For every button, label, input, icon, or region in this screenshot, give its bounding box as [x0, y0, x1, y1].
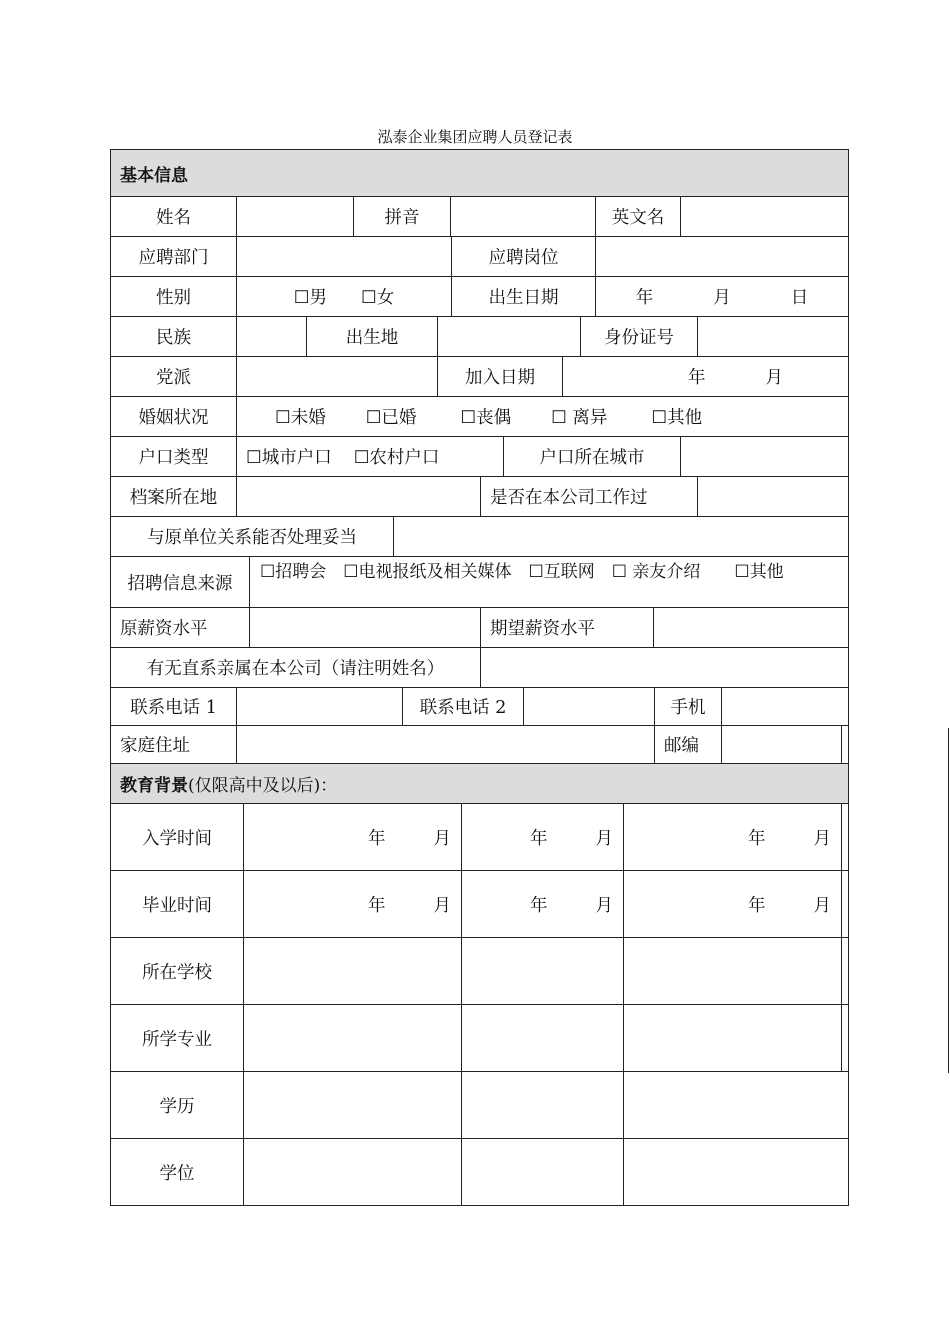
gender-male-checkbox[interactable]: ☐男 — [293, 288, 327, 308]
edu-degree-label: 学位 — [111, 1139, 244, 1205]
edu-enroll-date-3[interactable] — [624, 804, 842, 870]
address-field[interactable] — [237, 726, 655, 763]
archive-label: 档案所在地 — [111, 477, 237, 516]
hukou-urban-checkbox[interactable]: ☐城市户口 — [246, 448, 332, 468]
row-gender — [110, 277, 849, 317]
marital-label: 婚姻状况 — [111, 397, 237, 436]
edu-row-school — [110, 938, 849, 1005]
birthplace-field[interactable] — [438, 317, 581, 356]
english-name-field[interactable] — [681, 197, 848, 236]
year-text: 年 — [368, 828, 386, 849]
expected-salary-field[interactable] — [654, 608, 848, 647]
year-text: 年 — [748, 828, 766, 849]
archive-field[interactable] — [237, 477, 481, 516]
row-party — [110, 357, 849, 397]
worked-before-label: 是否在本公司工作过 — [481, 477, 698, 516]
row-salary — [110, 608, 849, 648]
marital-widowed-checkbox[interactable]: ☐丧偶 — [460, 408, 512, 428]
expected-salary-label: 期望薪资水平 — [481, 608, 654, 647]
prior-relation-field[interactable] — [394, 517, 848, 556]
edu-row-degree-level — [110, 1072, 849, 1139]
edu-row-major — [110, 1005, 849, 1072]
month-text: 月 — [595, 828, 613, 849]
postcode-field[interactable] — [722, 726, 842, 763]
phone1-label: 联系电话 1 — [111, 688, 237, 725]
edu-graduate-label: 毕业时间 — [111, 871, 244, 937]
section-basic-info-title: 基本信息 — [120, 165, 188, 186]
edu-row-graduate — [110, 871, 849, 938]
year-text: 年 — [368, 895, 386, 916]
hukou-options — [237, 437, 504, 476]
month-text: 月 — [813, 828, 831, 849]
hukou-rural-checkbox[interactable]: ☐农村户口 — [353, 448, 440, 468]
join-date-field[interactable] — [563, 357, 848, 396]
birth-month-text: 月 — [713, 288, 731, 308]
phone1-field[interactable] — [237, 688, 403, 725]
edu-school-label: 所在学校 — [111, 938, 244, 1004]
mobile-label: 手机 — [655, 688, 722, 725]
edu-degree-level-label: 学历 — [111, 1072, 244, 1138]
postcode-label: 邮编 — [655, 726, 722, 763]
apply-post-label: 应聘岗位 — [452, 237, 596, 276]
ethnicity-label: 民族 — [111, 317, 237, 356]
marital-married-checkbox[interactable]: ☐已婚 — [365, 408, 417, 428]
edu-degree-level-field-3[interactable] — [624, 1072, 848, 1138]
row-source — [110, 557, 849, 608]
year-text: 年 — [748, 895, 766, 916]
join-year-text: 年 — [688, 368, 706, 388]
marital-divorced-checkbox[interactable]: ☐ 离异 — [551, 408, 608, 428]
relatives-field[interactable] — [481, 648, 848, 687]
row-ethnicity — [110, 317, 849, 357]
hukou-label: 户口类型 — [111, 437, 237, 476]
old-salary-field[interactable] — [250, 608, 481, 647]
ethnicity-field[interactable] — [237, 317, 307, 356]
row-marital — [110, 397, 849, 437]
row-relatives — [110, 648, 849, 688]
edu-degree-level-field-1[interactable] — [244, 1072, 462, 1138]
row-name — [110, 197, 849, 237]
month-text: 月 — [433, 828, 451, 849]
party-label: 党派 — [111, 357, 237, 396]
marital-other-checkbox[interactable]: ☐其他 — [651, 408, 703, 428]
month-text: 月 — [813, 895, 831, 916]
row-archive — [110, 477, 849, 517]
name-label: 姓名 — [111, 197, 237, 236]
apply-dept-label: 应聘部门 — [111, 237, 237, 276]
gender-options — [237, 277, 452, 316]
edu-graduate-date-2[interactable] — [462, 871, 624, 937]
gender-label: 性别 — [111, 277, 237, 316]
id-field[interactable] — [698, 317, 848, 356]
edu-degree-level-field-2[interactable] — [462, 1072, 624, 1138]
birth-date-field[interactable] — [596, 277, 848, 316]
pinyin-field[interactable] — [451, 197, 596, 236]
relatives-label: 有无直系亲属在本公司（请注明姓名） — [111, 648, 481, 687]
birth-day-text: 日 — [790, 288, 809, 308]
edu-degree-field-3[interactable] — [624, 1139, 848, 1205]
hukou-city-field[interactable] — [681, 437, 848, 476]
month-text: 月 — [595, 895, 613, 916]
source-label: 招聘信息来源 — [111, 557, 250, 607]
edu-school-field-1[interactable] — [244, 938, 462, 1004]
section-education — [110, 764, 849, 804]
year-text: 年 — [530, 895, 548, 916]
section-education-note: (仅限高中及以后)： — [188, 776, 338, 796]
edu-row-enroll — [110, 804, 849, 871]
edu-major-field-3[interactable] — [624, 1005, 842, 1071]
edu-enroll-date-1[interactable] — [244, 804, 462, 870]
english-name-label: 英文名 — [596, 197, 681, 236]
edu-graduate-date-1[interactable] — [244, 871, 462, 937]
worked-before-field[interactable] — [698, 477, 848, 516]
edu-degree-field-2[interactable] — [462, 1139, 624, 1205]
hukou-city-label: 户口所在城市 — [504, 437, 681, 476]
edu-school-field-3[interactable] — [624, 938, 842, 1004]
edu-enroll-label: 入学时间 — [111, 804, 244, 870]
edu-enroll-date-2[interactable] — [462, 804, 624, 870]
birth-date-label: 出生日期 — [452, 277, 596, 316]
edu-major-field-1[interactable] — [244, 1005, 462, 1071]
gender-female-checkbox[interactable]: ☐女 — [361, 288, 395, 308]
section-basic-info — [110, 149, 849, 197]
edu-school-field-2[interactable] — [462, 938, 624, 1004]
edu-major-label: 所学专业 — [111, 1005, 244, 1071]
form-title: 泓泰企业集团应聘人员登记表 — [377, 128, 573, 146]
mobile-field[interactable] — [722, 688, 848, 725]
birth-year-text: 年 — [635, 288, 654, 308]
section-education-title: 教育背景 — [120, 776, 188, 796]
row-apply — [110, 237, 849, 277]
prior-relation-label: 与原单位关系能否处理妥当 — [111, 517, 394, 556]
pinyin-label: 拼音 — [354, 197, 451, 236]
edu-row-degree — [110, 1139, 849, 1206]
id-label: 身份证号 — [581, 317, 698, 356]
address-label: 家庭住址 — [111, 726, 237, 763]
row-prior-relation — [110, 517, 849, 557]
edu-major-field-2[interactable] — [462, 1005, 624, 1071]
apply-post-field[interactable] — [596, 237, 848, 276]
row-hukou — [110, 437, 849, 477]
row-address — [110, 726, 849, 764]
edu-graduate-date-3[interactable] — [624, 871, 842, 937]
join-month-text: 月 — [765, 368, 783, 388]
year-text: 年 — [530, 828, 548, 849]
marital-options — [237, 397, 848, 436]
edu-degree-field-1[interactable] — [244, 1139, 462, 1205]
join-date-label: 加入日期 — [438, 357, 563, 396]
page-edge-rule — [948, 728, 949, 1073]
phone2-field[interactable] — [524, 688, 655, 725]
old-salary-label: 原薪资水平 — [111, 608, 250, 647]
registration-form — [110, 149, 849, 1206]
source-options[interactable]: ☐招聘会 ☐电视报纸及相关媒体 ☐互联网 ☐ 亲友介绍 ☐其他 — [260, 562, 784, 582]
birthplace-label: 出生地 — [307, 317, 438, 356]
party-field[interactable] — [237, 357, 438, 396]
name-field[interactable] — [237, 197, 354, 236]
month-text: 月 — [433, 895, 451, 916]
apply-dept-field[interactable] — [237, 237, 452, 276]
phone2-label: 联系电话 2 — [403, 688, 524, 725]
marital-unmarried-checkbox[interactable]: ☐未婚 — [275, 408, 326, 428]
row-phones — [110, 688, 849, 726]
